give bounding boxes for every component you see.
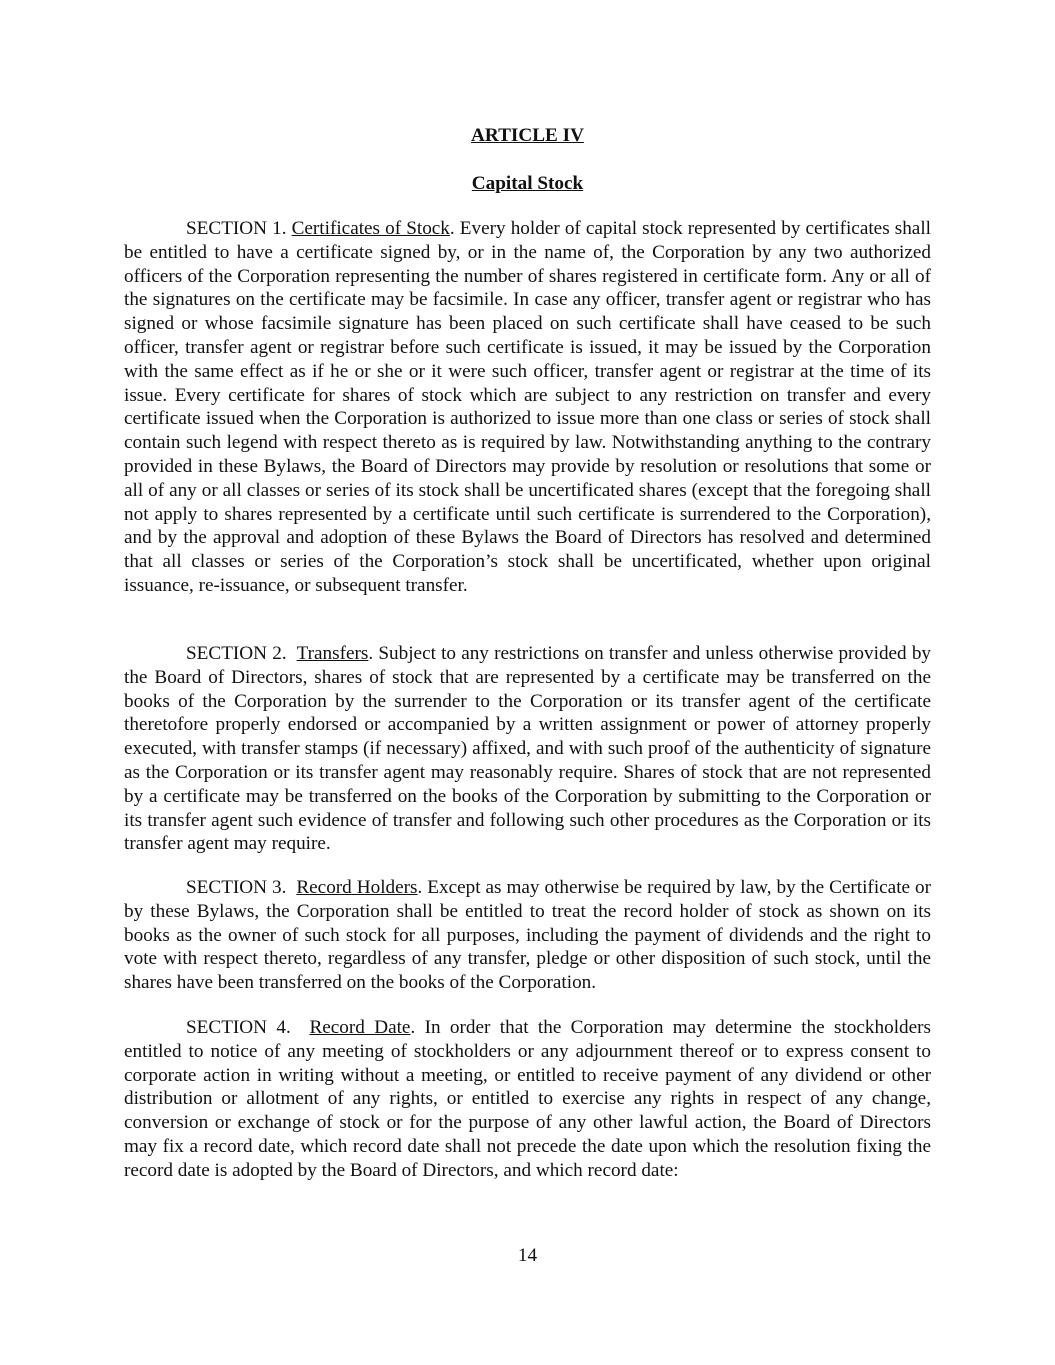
- section-3-body: . Except as may otherwise be required by law, by the Certificate or by these Bylaws, the Corporation shall be entitled to treat the record holder of stock as shown on its books as the owner of such stock for all purposes, including the payment of dividends and the right to vote with respect thereto, regardless of any transfer, pledge or other disposition of such stock, until the shares have been transferred on the books of the Corporation.: [124, 877, 932, 994]
- section-3-number: SECTION 3.: [186, 877, 287, 898]
- section-4-number: SECTION 4.: [186, 1017, 291, 1038]
- article-title: ARTICLE IV: [471, 125, 584, 146]
- section-1-paragraph: [124, 217, 931, 598]
- section-4-heading: Record Date: [309, 1017, 411, 1038]
- section-2-heading: Transfers: [296, 643, 369, 664]
- section-2-number: SECTION 2.: [186, 643, 287, 664]
- section-2-paragraph: [124, 642, 931, 856]
- section-1-body: . Every holder of capital stock represented by certificates shall be entitled to have a certificate signed by, or in the name of, the Corporation by any two authorized officers of the Corporation representing the number of shares registered in certificate form. Any or all of the signatures on the certificate may be facsimile. In case any officer, transfer agent or registrar who has signed or whose facsimile signature has been placed on such certificate shall have ceased to be such officer, transfer agent or registrar before such certificate is issued, it may be issued by the Corporation with the same effect as if he or she or it were such officer, transfer agent or registrar at the time of its issue. Every certificate for shares of stock which are subject to any restriction on transfer and every certificate issued when the Corporation is authorized to issue more than one class or series of stock shall contain such legend with respect thereto as is required by law. Notwithstanding anything to the contrary provided in these Bylaws, the Board of Directors may provide by resolution or resolutions that some or all of any or all classes or series of its stock shall be uncertificated shares (except that the foregoing shall not apply to shares represented by a certificate until such certificate is surrendered to the Corporation), and by the approval and adoption of these Bylaws the Board of Directors has resolved and determined that all classes or series of the Corporation’s stock shall be uncertificated, whether upon original issuance, re-issuance, or subsequent transfer.: [124, 218, 931, 596]
- section-1-number: SECTION 1.: [186, 218, 287, 239]
- section-4-body: . In order that the Corporation may determine the stockholders entitled to notice of any meeting of stockholders or any adjournment thereof or to express consent to corporate action in writing without a meeting, or entitled to receive payment of any dividend or other distribution or allotment of any rights, or entitled to exercise any rights in respect of any change, conversion or exchange of stock or for the purpose of any other lawful action, the Board of Directors may fix a record date, which record date shall not precede the date upon which the resolution fixing the record date is adopted by the Board of Directors, and which record date:: [124, 1017, 931, 1181]
- section-4-paragraph: [124, 1016, 931, 1183]
- section-3-paragraph: [124, 876, 931, 995]
- section-3-heading: Record Holders: [296, 877, 418, 898]
- page-number: 14: [517, 1245, 538, 1266]
- section-2-body: . Subject to any restrictions on transfer and unless otherwise provided by the Board of Directors, shares of stock that are represented by a certificate may be transferred on the books of the Corporation by the surrender to the Corporation or its transfer agent of the certificate theretofore properly endorsed or accompanied by a written assignment or power of attorney properly executed, with transfer stamps (if necessary) affixed, and with such proof of the authenticity of signature as the Corporation or its transfer agent may reasonably require. Shares of stock that are not represented by a certificate may be transferred on the books of the Corporation by submitting to the Corporation or its transfer agent such evidence of transfer and following such other procedures as the Corporation or its transfer agent may require.: [124, 643, 932, 855]
- section-1-heading: Certificates of Stock: [291, 218, 450, 239]
- article-subtitle: Capital Stock: [471, 173, 584, 194]
